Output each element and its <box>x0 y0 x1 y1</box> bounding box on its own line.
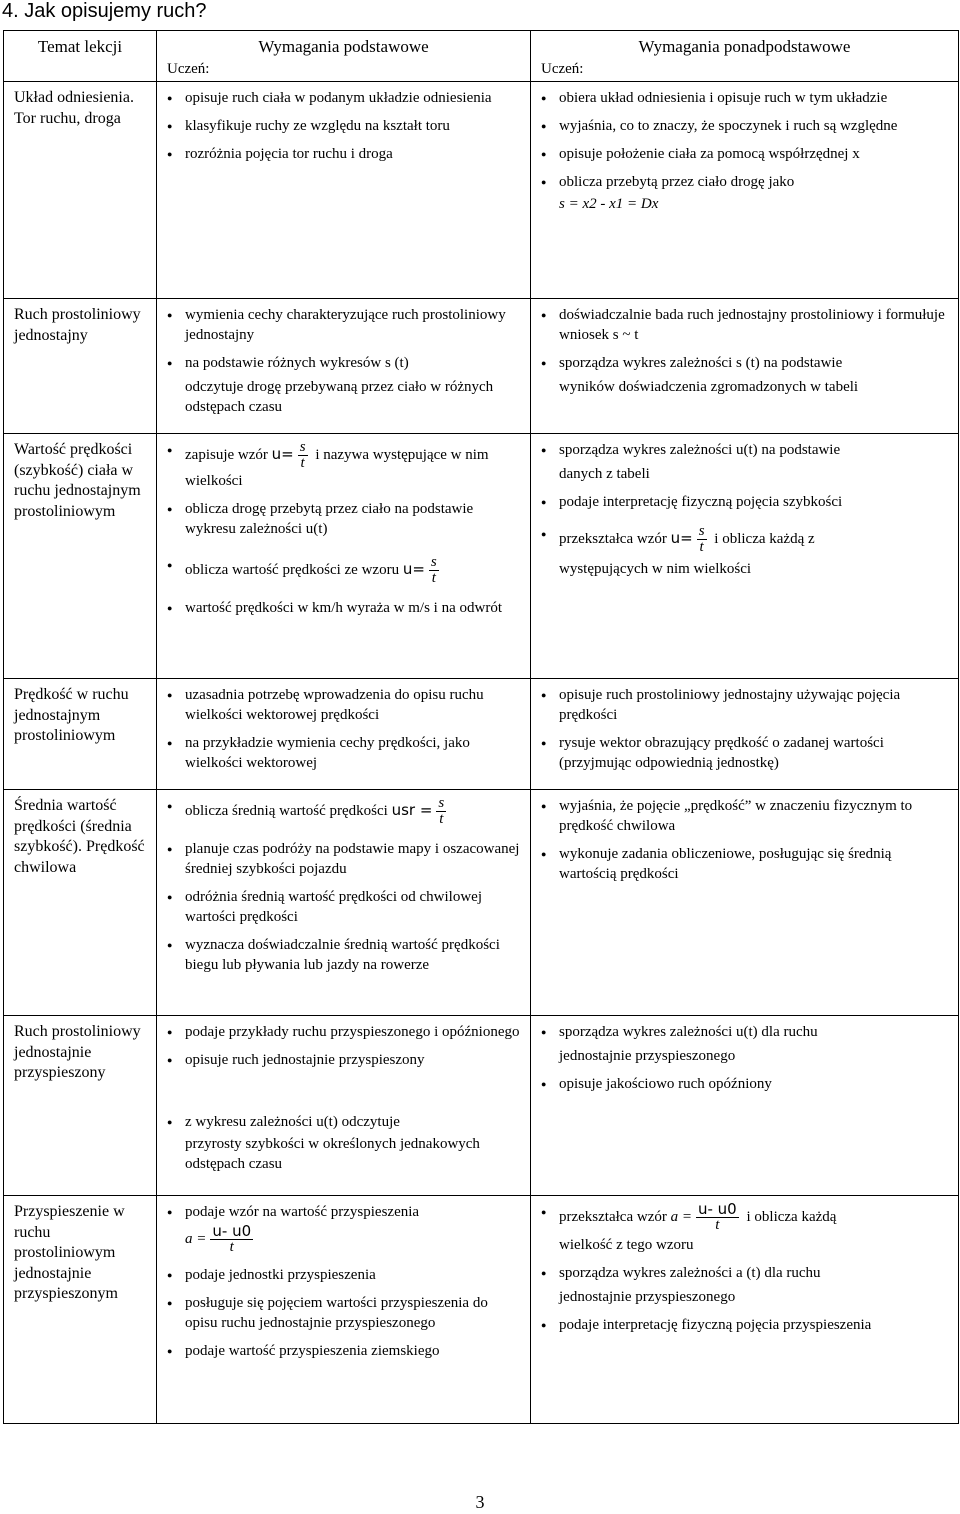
velocity-symbol: u= <box>271 444 294 463</box>
list-item: ● opisuje położenie ciała za pomocą współrzędnej x <box>541 144 950 164</box>
list-item: ● posługuje się pojęciem wartości przyspieszenia do opisu ruchu jednostajnie przyspieszonego <box>167 1293 522 1333</box>
list-item-continuation: jednostajnie przyspieszonego <box>559 1289 736 1305</box>
list-item: ● doświadczalnie bada ruch jednostajny prostoliniowy i formułuje wniosek s ~ t <box>541 305 950 345</box>
list-item: ● oblicza drogę przebytą przez ciało na podstawie wykresu zależności u(t) <box>167 499 522 539</box>
header-row <box>4 31 959 82</box>
advanced-cell <box>531 790 959 1016</box>
list-item: ● rysuje wektor obrazujący prędkość o zadanej wartości (przyjmując odpowiednią jednostkę) <box>541 733 950 773</box>
topic-cell: Układ odniesienia. Tor ruchu, droga <box>4 82 157 299</box>
list-item: ● podaje przykłady ruchu przyspieszonego i opóźnionego <box>167 1022 522 1042</box>
advanced-cell <box>531 1016 959 1196</box>
list-item-continuation: danych z tabeli <box>559 466 650 482</box>
topic-cell: Średnia wartość prędkości (średnia szybkość). Prędkość chwilowa <box>4 790 157 1016</box>
list-item: ● podaje jednostki przyspieszenia <box>167 1265 522 1285</box>
table-row <box>4 679 959 790</box>
requirements-table <box>3 30 959 1424</box>
formula-acceleration: a = $\frac{u- u0}{t}$ <box>185 1222 252 1255</box>
formula-distance: s = x2 - x1 = Dx <box>559 196 659 212</box>
list-item-continuation: wielkość z tego wzoru <box>559 1237 694 1253</box>
list-item: ● wartość prędkości w km/h wyraża w m/s i na odwrót <box>167 598 522 618</box>
list-item: ● podaje interpretację fizyczną pojęcia przyspieszenia <box>541 1315 950 1335</box>
advanced-cell <box>531 1196 959 1424</box>
list-item: ● obiera układ odniesienia i opisuje ruch w tym układzie <box>541 88 950 108</box>
list-item: ● z wykresu zależności u(t) odczytuje <box>167 1112 522 1132</box>
list-item: ● sporządza wykres zależności a (t) dla ruchu <box>541 1263 950 1283</box>
advanced-cell <box>531 82 959 299</box>
list-item-continuation: występujących w nim wielkości <box>559 561 752 577</box>
list-item: ● wyjaśnia, że pojęcie „prędkość” w znaczeniu fizycznym to prędkość chwilowa <box>541 796 950 836</box>
basic-cell <box>157 82 531 299</box>
basic-cell <box>157 434 531 679</box>
list-item: ● wyjaśnia, co to znaczy, że spoczynek i ruch są względne <box>541 116 950 136</box>
table-row <box>4 299 959 434</box>
pupil-label: Uczeń: <box>541 61 584 77</box>
list-item: ● przekształca wzór u= $\frac{s}{t}$ i oblicza każdą z <box>541 524 950 555</box>
fraction: $\frac{s}{t}$ <box>438 795 445 827</box>
table-row <box>4 1196 959 1424</box>
list-item: ● opisuje ruch ciała w podanym układzie odniesienia <box>167 88 522 108</box>
list-item: ● przekształca wzór a = $\frac{u- u0}{t}$ i oblicza każdą <box>541 1202 950 1233</box>
list-item: ● na podstawie różnych wykresów s (t) <box>167 353 522 373</box>
topic-cell: Ruch prostoliniowy jednostajny <box>4 299 157 434</box>
topic-cell: Ruch prostoliniowy jednostajnie przyspieszony <box>4 1016 157 1196</box>
list-item: ● opisuje ruch prostoliniowy jednostajny używając pojęcia prędkości <box>541 685 950 725</box>
list-item: ● wyznacza doświadczalnie średnią wartość prędkości biegu lub pływania lub jazdy na rowerze <box>167 935 522 975</box>
table-row <box>4 1016 959 1196</box>
list-item-continuation: przyrosty szybkości w określonych jednakowych odstępach czasu <box>185 1136 480 1172</box>
list-item: ● podaje wartość przyspieszenia ziemskiego <box>167 1341 522 1361</box>
basic-cell <box>157 790 531 1016</box>
col-advanced-header: Wymagania ponadpodstawowe Uczeń: <box>531 31 959 82</box>
table-row <box>4 434 959 679</box>
list-item: ● odróżnia średnią wartość prędkości od chwilowej wartości prędkości <box>167 887 522 927</box>
list-item: ● sporządza wykres zależności s (t) na podstawie <box>541 353 950 373</box>
topic-cell: Przyspieszenie w ruchu prostoliniowym jednostajnie przyspieszonym <box>4 1196 157 1424</box>
list-item: ● podaje interpretację fizyczną pojęcia szybkości <box>541 492 950 512</box>
basic-cell <box>157 679 531 790</box>
list-item: ● uzasadnia potrzebę wprowadzenia do opisu ruchu wielkości wektorowej prędkości <box>167 685 522 725</box>
fraction: $\frac{s}{t}$ <box>299 439 306 471</box>
fraction: $\frac{u- u0}{t}$ <box>212 1222 252 1255</box>
basic-cell <box>157 1196 531 1424</box>
list-item-continuation: jednostajnie przyspieszonego <box>559 1048 736 1064</box>
list-item: ● oblicza wartość prędkości ze wzoru u= $\frac{s}{t}$ <box>167 555 522 586</box>
list-item: ● klasyfikuje ruchy ze względu na kształt toru <box>167 116 522 136</box>
table-row <box>4 82 959 299</box>
topic-cell: Wartość prędkości (szybkość) ciała w ruchu jednostajnym prostoliniowym <box>4 434 157 679</box>
section-heading: 4. Jak opisujemy ruch? <box>2 0 207 22</box>
list-item: ● rozróżnia pojęcia tor ruchu i droga <box>167 144 522 164</box>
fraction: $\frac{s}{t}$ <box>430 554 437 586</box>
list-item: ● zapisuje wzór u= $\frac{s}{t}$ i nazywa występujące w nim wielkości <box>167 440 522 491</box>
table-row <box>4 790 959 1016</box>
basic-cell <box>157 1016 531 1196</box>
advanced-cell <box>531 299 959 434</box>
advanced-cell <box>531 434 959 679</box>
average-velocity-symbol: usr = <box>391 800 433 819</box>
list-item: ● wymienia cechy charakteryzujące ruch prostoliniowy jednostajny <box>167 305 522 345</box>
list-item: ● oblicza średnią wartość prędkości usr = $\frac{s}{t}$ <box>167 796 522 827</box>
list-item-continuation: wyników doświadczenia zgromadzonych w tabeli <box>559 379 859 395</box>
advanced-cell <box>531 679 959 790</box>
list-item: ● sporządza wykres zależności u(t) na podstawie <box>541 440 950 460</box>
list-item-continuation: odczytuje drogę przebywaną przez ciało w różnych odstępach czasu <box>185 379 494 415</box>
list-item: ● wykonuje zadania obliczeniowe, posługując się średnią wartością prędkości <box>541 844 950 884</box>
list-item: ● oblicza przebytą przez ciało drogę jako <box>541 172 950 192</box>
list-item: ● opisuje jakościowo ruch opóźniony <box>541 1074 950 1094</box>
basic-cell <box>157 299 531 434</box>
list-item: ● opisuje ruch jednostajnie przyspieszony <box>167 1050 522 1070</box>
list-item: ● podaje wzór na wartość przyspieszenia <box>167 1202 522 1222</box>
col-topic-header: Temat lekcji <box>4 31 157 82</box>
topic-cell: Prędkość w ruchu jednostajnym prostoliniowym <box>4 679 157 790</box>
page-number: 3 <box>475 1492 485 1512</box>
list-item: ● na przykładzie wymienia cechy prędkości, jako wielkości wektorowej <box>167 733 522 773</box>
col-basic-header: Wymagania podstawowe Uczeń: <box>157 31 531 82</box>
pupil-label: Uczeń: <box>167 61 210 77</box>
fraction: $\frac{s}{t}$ <box>698 523 705 555</box>
list-item: ● sporządza wykres zależności u(t) dla ruchu <box>541 1022 950 1042</box>
list-item: ● planuje czas podróży na podstawie mapy i oszacowanej średniej szybkości pojazdu <box>167 839 522 879</box>
fraction: $\frac{u- u0}{t}$ <box>697 1200 737 1233</box>
